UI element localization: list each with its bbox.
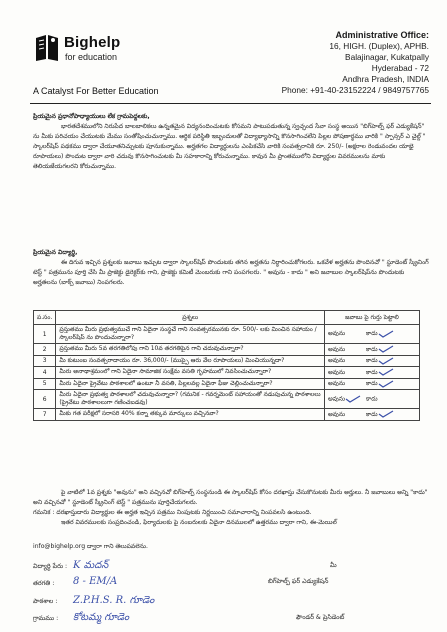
field-student-name <box>33 560 109 572</box>
contact-email: info@bighelp.org ద్వారా గాని తెలుపవలెను. <box>33 543 148 550</box>
row-number: 5 <box>34 378 56 390</box>
answer-no-label: కాదు <box>366 380 378 387</box>
answer-yes <box>328 346 366 354</box>
row-answer <box>325 378 420 390</box>
col-answer: జవాబు పై గుర్తు పెట్టాలి <box>325 311 420 325</box>
answer-no <box>366 411 394 418</box>
row-number: 1 <box>34 325 56 344</box>
row-answer <box>325 390 420 409</box>
tagline: A Catalyst For Better Education <box>33 86 159 96</box>
student-intro <box>33 248 430 288</box>
table-row <box>34 325 420 344</box>
office-title: Administrative Office: <box>335 30 429 40</box>
answer-yes <box>328 411 366 419</box>
answer-no <box>366 369 394 376</box>
answer-no-label: కాదు <box>366 330 378 338</box>
answer-no-label: కాదు <box>366 357 378 364</box>
answer-yes-label: అవును <box>328 410 346 418</box>
brand-subtitle: for education <box>65 52 118 62</box>
check-mark-icon <box>378 330 394 338</box>
row-question: మీరు అనాథాశ్రమంలో గాని ఏదైనా సామాజిక సంక్షేమ వసతి గృహములో నివసించుచున్నారా? <box>56 367 325 379</box>
answer-no <box>366 346 394 353</box>
sign-off: మీ <box>330 562 337 569</box>
closing-notes <box>33 488 430 528</box>
row-answer <box>325 344 420 356</box>
row-answer <box>325 367 420 379</box>
office-line: Balajinagar, Kukatpally <box>345 52 429 62</box>
contact-paragraph: ఇతర వివరములకు సంప్రదించండి, ఫిర్యాదులకు పై నంబరులకు ఏదైనా దినములలో ఉత్తరము ద్వారా గాని, ఈ-మెయిల్ <box>61 519 337 526</box>
note-paragraph: గమనిక : దరఖాస్తుదారు విద్యార్థుల ఈ అర్హత ఇచ్చిన పత్రము నింపుటకు నిర్ణయించి సమాచారాన్ని నింపవలసి ఉంటుంది. <box>33 509 312 516</box>
row-question: ప్రస్తుతము మీరు ప్రభుత్వముచే గాని ఏదైనా సంస్థచే గాని సంవత్సరమునకు రూ. 500/- లకు మించిన సహాయం / స్కాలర్‌షిప్ ను పొందుచున్నారా? <box>56 325 325 344</box>
answer-no-label: కాదు <box>366 345 378 353</box>
brand-name: Bighelp <box>64 34 121 51</box>
salutation-headmaster: ప్రియమైన ప్రధానోపాధ్యాయులు లేక గ్రామపెద్దలకు, <box>33 113 150 120</box>
answer-yes <box>328 357 366 365</box>
answer-no-label: కాదు <box>366 368 378 376</box>
col-serial: ప.సం. <box>34 311 56 325</box>
student-paragraph: ఈ దిగువ ఇచ్చిన ప్రశ్నలకు జవాబు ఇచ్చుట ద్వారా స్కాలర్‌షిప్ పొందుటకు తగిన అర్హతను నిర్ధారించుకోగలరు. ఒకవేళ అర్హతను పొందినచో " స్టూడెంట్ స్క్రీనింగ్ టెస్ట్ " పత్రమును పూర్తి చేసి మీ ప్రాజెక్టు డైరెక్టర్‌కు గాని, ప్రాజెక్టు కమిటీ మెంబరుకు గాని పంపగలరు. " అవును - కాదు " అని జవాబుల స్కాలర్‌షిప్‌ను పొందుటకు అర్హతలను (బాక్స్ జవాబు) నింపగలరు. <box>33 259 429 286</box>
check-mark-icon <box>378 357 394 365</box>
table-header-row <box>34 311 420 325</box>
check-mark-icon <box>378 410 394 418</box>
handwritten-value: K మదన్ <box>73 560 109 571</box>
office-address <box>229 30 429 96</box>
letter-intro <box>33 112 430 172</box>
row-answer <box>325 355 420 367</box>
col-question: ప్రశ్నలు <box>56 311 325 325</box>
intro-paragraph: భారతదేశములోని నిరుపేద బాలబాలికలు ఉన్నతమైన విద్యనందించుటకు కోసమని పాటుపడుతున్న స్వచ్ఛంద సేవా సంస్థ అయిన "బిగ్‌హెల్ప్ ఫర్ ఎడ్యుకేషన్" ను మీకు పరిచయం చేయుటకు మేము సంతోషించుచున్నాము. ఆర్థిక పరిస్థితి ఇబ్బందులతో విద్యాభ్యాసాన్ని కొనసాగించలేని పిల్లల పోషణార్థము వారికి " స్పాన్సర్ ఎ చైల్డ్ " స్కాలర్‌షిప్ పథకము ద్వారా చేయూతనిచ్చుటకు పూనుకున్నాము. అర్హతగల విద్యార్థులను ఎంపికచేసి వారికి సంవత్సరానికి రూ. 250/- (అక్షరాల రెండువందల యాభై రూపాయలు) పొందుట ద్వారా వారి చదువు కొనసాగించుటకు మీ సహకారాన్ని కోరుచున్నాము. కావున మీ ప్రాంతములోని విద్యార్థుల వివరములను మాకు తెలియజేయగలరని కోరుచున్నాము. <box>33 123 426 170</box>
table-row <box>34 390 420 409</box>
answer-no <box>366 380 394 387</box>
logo <box>34 30 154 70</box>
row-answer <box>325 409 420 421</box>
answer-yes-label: అవును <box>328 345 346 353</box>
row-number: 2 <box>34 344 56 356</box>
office-line: Hyderabad - 72 <box>371 63 429 73</box>
answer-no <box>366 395 378 402</box>
check-mark-icon <box>378 380 394 388</box>
book-icon <box>34 32 60 62</box>
sign-org: బిగ్‌హెల్ప్ ఫర్ ఎడ్యుకేషన్ <box>268 578 329 585</box>
answer-yes <box>328 369 366 377</box>
answer-yes-label: అవును <box>328 380 346 387</box>
answer-no-label: కాదు <box>366 410 378 418</box>
table-row <box>34 344 420 356</box>
salutation-student: ప్రియమైన విద్యార్థి, <box>33 249 78 256</box>
office-line: Andhra Pradesh, INDIA <box>342 74 429 84</box>
table-row <box>34 367 420 379</box>
row-answer <box>325 325 420 344</box>
answer-yes-label: అవును <box>328 368 346 376</box>
row-question: ప్రస్తుతము మీరు 5వ తరగతిలోపు గాని 10వ తరగతిపైన గాని చదువుచున్నారా? <box>56 344 325 356</box>
check-mark-icon <box>345 395 361 403</box>
row-question: మీరు ఏదైనా ప్రైవేటు పాఠశాలలో ఉంటూ నీ వసతి, పిల్లలవల్ల ఏదైనా ఫీజు చెల్లించుచున్నారా? <box>56 378 325 390</box>
office-phone: Phone: +91-40-23152224 / 9849757765 <box>281 85 429 95</box>
eligibility-note: పై వాటిలో 1వ ప్రశ్నకు "అవును" అని వచ్చినచో బిగ్‌హెల్ప్ సంస్థనుండి ఈ స్కాలర్‌షిప్ కోసం దరఖాస్తు చేసుకొనుటకు మీరు అర్హులు. నీ జవాబులు అన్ని "కాదు" అని వచ్చినచో " స్టూడెంట్ స్క్రీనింగ్ టెస్ట్ " పత్రమును పూర్తిచేయగలరు. <box>33 489 428 506</box>
answer-yes <box>328 395 366 404</box>
eligibility-table <box>33 310 420 421</box>
answer-yes <box>328 330 366 338</box>
field-label: గ్రామము : <box>33 615 59 622</box>
sign-title: ఫౌండర్ & ప్రెసిడెంట్ <box>296 614 345 621</box>
field-label: తరగతి : <box>33 580 55 587</box>
check-mark-icon <box>378 368 394 376</box>
check-mark-icon <box>378 345 394 353</box>
row-number: 3 <box>34 355 56 367</box>
answer-no <box>366 330 394 337</box>
answer-yes-label: అవును <box>328 357 346 364</box>
field-label: విద్యార్థి పేరు : <box>33 563 68 570</box>
handwritten-value: Z.P.H.S. R. గూడెం <box>73 595 155 606</box>
row-number: 4 <box>34 367 56 379</box>
table-row <box>34 355 420 367</box>
answer-yes-label: అవును <box>328 330 346 338</box>
field-village <box>33 612 130 624</box>
row-number: 6 <box>34 390 56 409</box>
row-number: 7 <box>34 409 56 421</box>
answer-yes-label: అవును <box>328 395 346 403</box>
row-question: మీకు గత పరీక్షలో సరాసరి 40% కన్నా తక్కువ మార్కులు వచ్చినవా? <box>56 409 325 421</box>
answer-yes <box>328 380 366 388</box>
row-question: మీరు ఏదైనా ప్రభుత్వ పాఠశాలలో చదువుచున్నారా? (గమనిక - గవర్నమెంట్ సహాయంతో నడుపుచున్న పాఠశాలలు (ప్రైవేటు పాఠశాలలుగా గణించబడవు) <box>56 390 325 409</box>
table-row <box>34 378 420 390</box>
handwritten-value: 8 - EM/A <box>73 576 118 587</box>
field-school <box>33 595 155 607</box>
row-question: మీ కుటుంబ సంవత్సరాదాయం రూ. 36,000/- (ముప్పై ఆరు వేల రూపాయలు) మించియున్నదా? <box>56 355 325 367</box>
field-label: పాఠశాల : <box>33 598 58 605</box>
table-row <box>34 409 420 421</box>
handwritten-value: కోటమ్మ గూడెం <box>73 612 130 623</box>
answer-no-label: కాదు <box>366 395 378 403</box>
office-line: 16, HIGH. (Duplex), APHB. <box>329 41 429 51</box>
header-divider <box>30 103 431 104</box>
field-class <box>33 576 118 589</box>
answer-no <box>366 357 394 364</box>
